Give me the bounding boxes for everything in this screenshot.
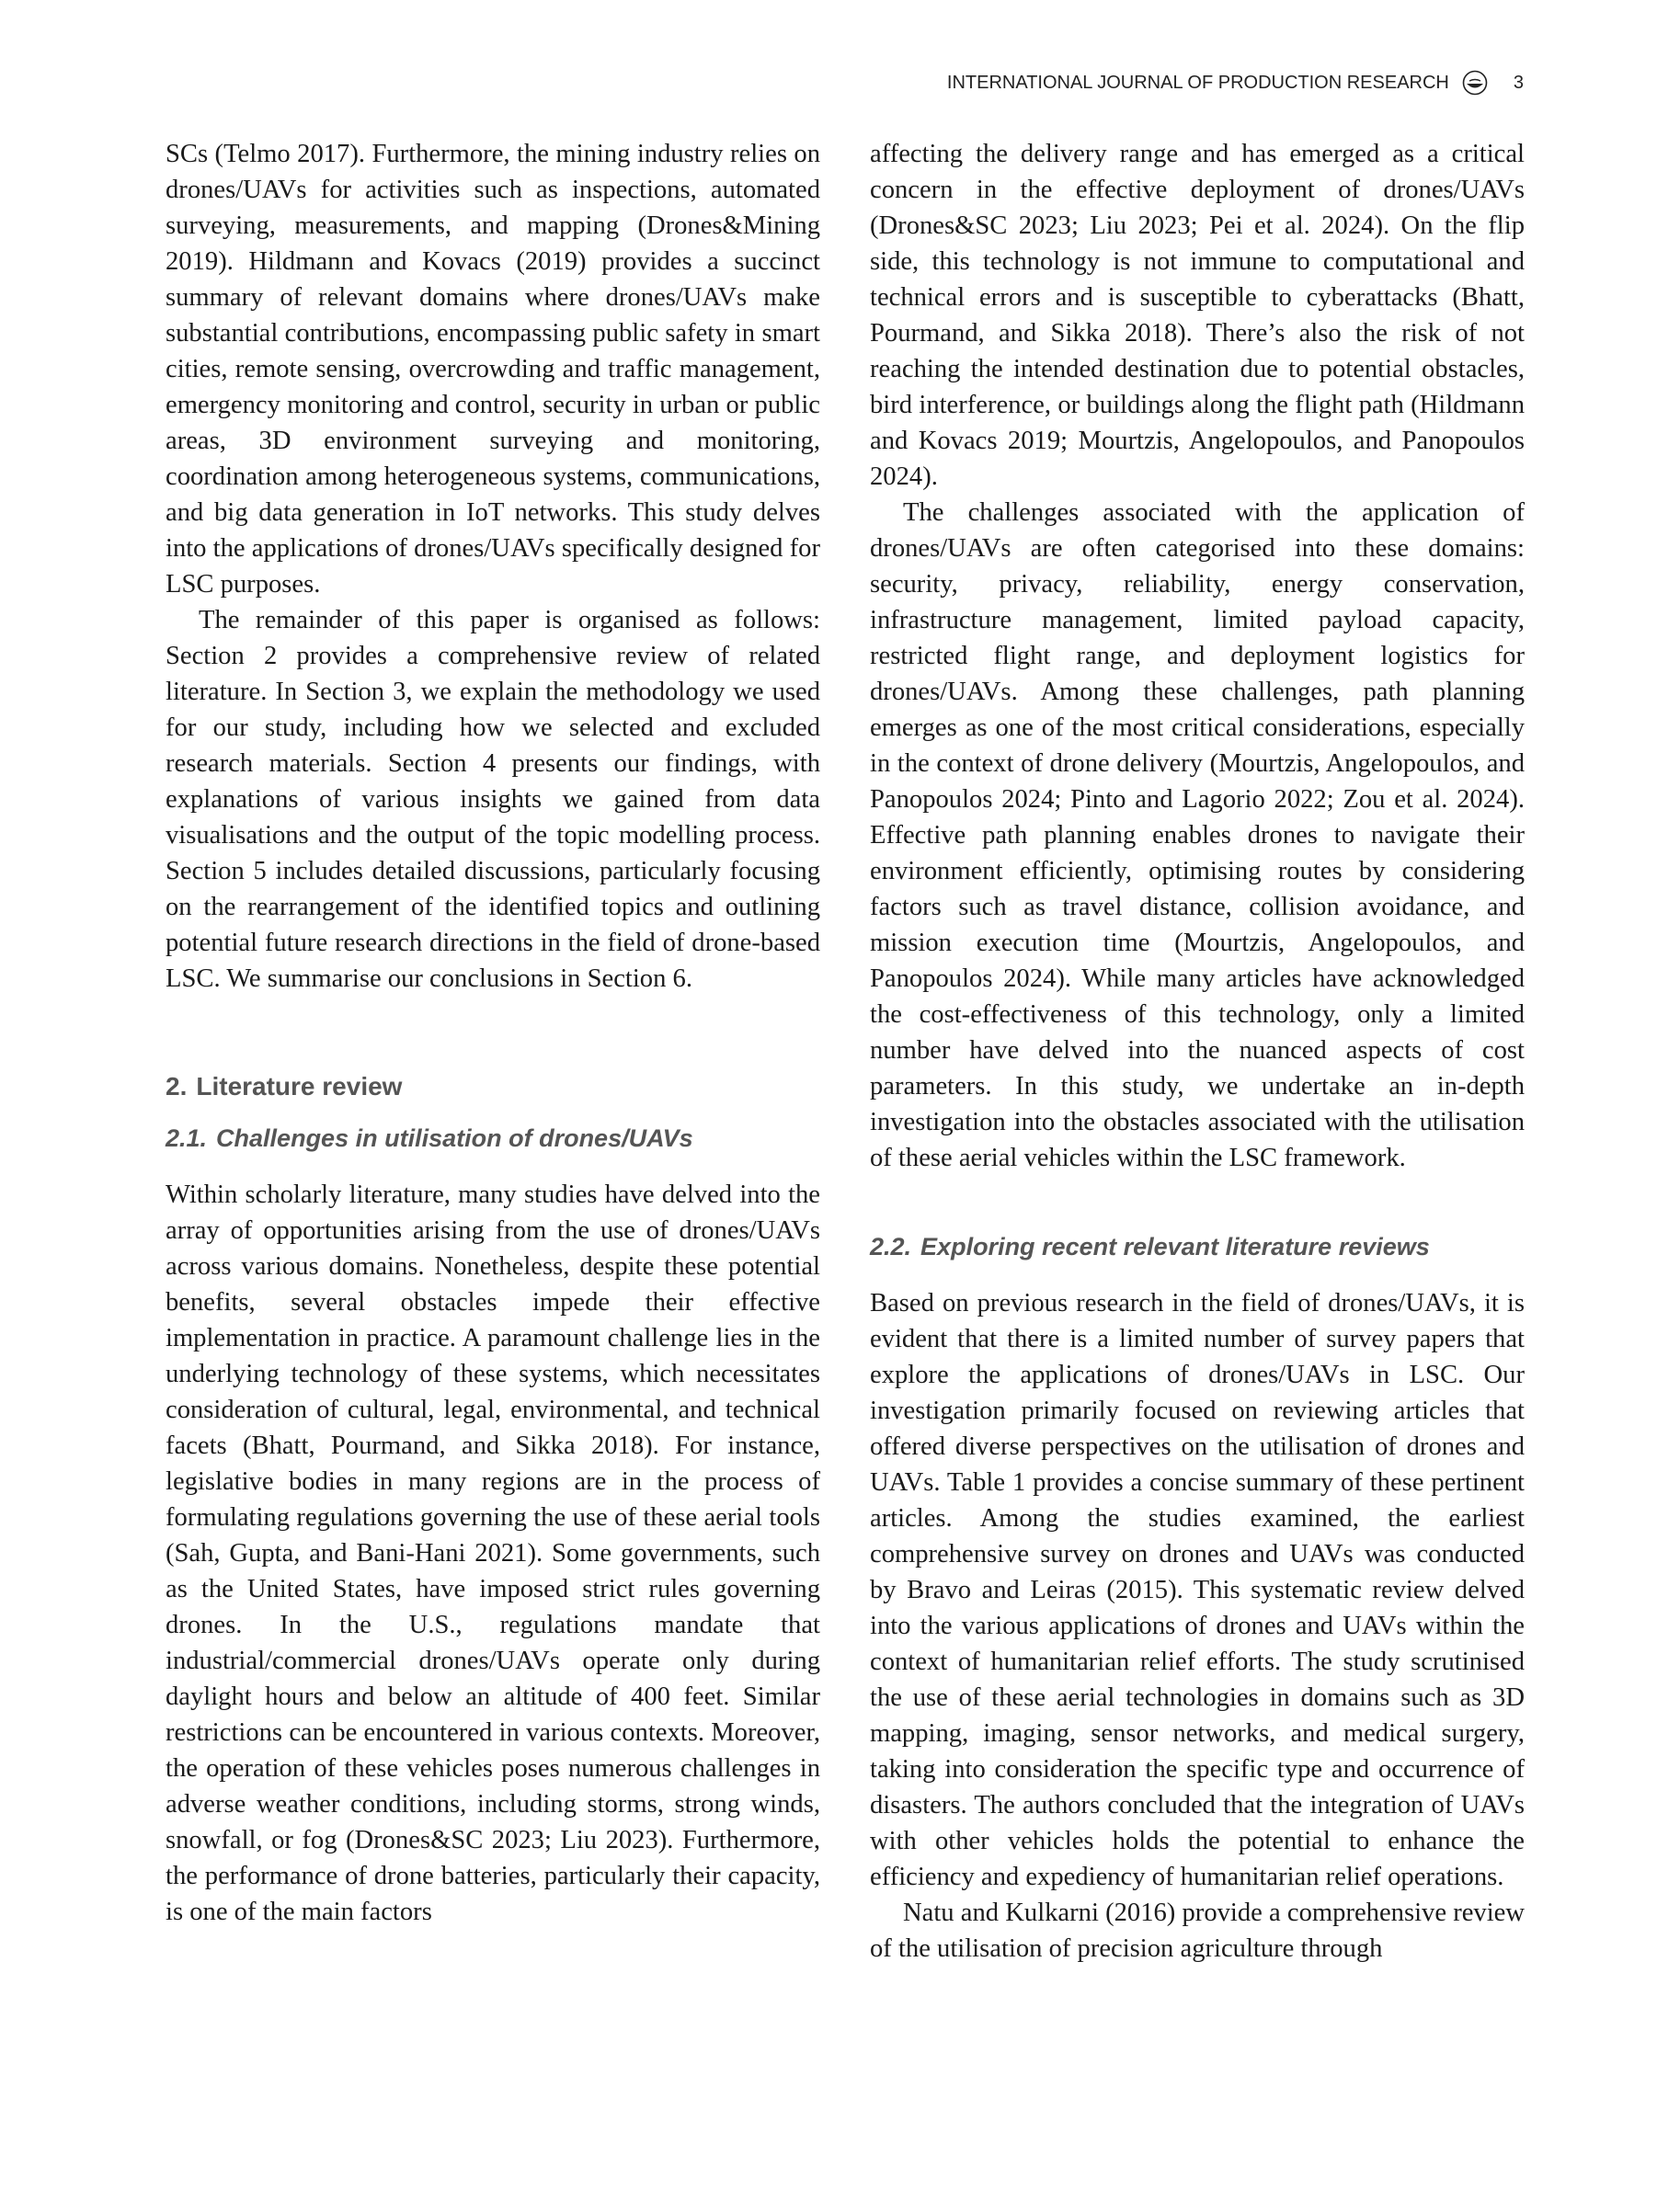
running-header bbox=[947, 70, 1524, 96]
subsection-heading bbox=[166, 1121, 820, 1157]
left-column bbox=[166, 136, 820, 1930]
subsection-number: 2.1. bbox=[166, 1124, 208, 1152]
page-number: 3 bbox=[1513, 72, 1524, 93]
subsection-title: Challenges in utilisation of drones/UAVs bbox=[216, 1124, 693, 1152]
paragraph: The challenges associated with the application of drones/UAVs are often categorised into these domains: security, privacy, reliability, energy conservation, infrastructure management, limited payload capacity, restricted flight range, and deployment logistics for drones/UAVs. Among these challenges, path planning emerges as one of the most critical considerations, especially in the context of drone delivery (Mourtzis, Angelopoulos, and Panopoulos 2024; Pinto and Lagorio 2022; Zou et al. 2024). Effective path planning enables drones to navigate their environment efficiently, optimising routes by considering factors such as travel distance, collision avoidance, and mission execution time (Mourtzis, Angelopoulos, and Panopoulos 2024). While many articles have acknowledged the cost-effectiveness of this technology, only a limited number have delved into the nuanced aspects of cost parameters. In this study, we undertake an in-depth investigation into the obstacles associated with the utilisation of these aerial vehicles within the LSC framework. bbox=[870, 498, 1525, 1172]
section-title: Literature review bbox=[196, 1072, 403, 1101]
journal-title: INTERNATIONAL JOURNAL OF PRODUCTION RESEARCH bbox=[946, 72, 1449, 93]
subsection-heading bbox=[870, 1229, 1525, 1265]
right-column bbox=[870, 136, 1525, 1967]
paragraph: Natu and Kulkarni (2016) provide a comprehensive review of the utilisation of precision agriculture through bbox=[870, 1899, 1525, 1963]
subsection-title: Exploring recent relevant literature reviews bbox=[920, 1233, 1430, 1260]
subsection-number: 2.2. bbox=[870, 1233, 912, 1260]
paragraph: SCs (Telmo 2017). Furthermore, the mining industry relies on drones/UAVs for activities such as inspections, automated surveying, measurements, and mapping (Drones&Mining 2019). Hildmann and Kovacs (2019) provides a succinct summary of relevant domains where drones/UAVs make substantial contributions, encompassing public safety in smart cities, remote sensing, overcrowding and traffic management, emergency monitoring and control, security in urban or public areas, 3D environment surveying and monitoring, coordination among heterogeneous systems, communications, and big data generation in IoT networks. This study delves into the applications of drones/UAVs specifically designed for LSC purposes. bbox=[166, 140, 820, 599]
paragraph: affecting the delivery range and has emerged as a critical concern in the effective deployment of drones/UAVs (Drones&SC 2023; Liu 2023; Pei et al. 2024). On the flip side, this technology is not immune to computational and technical errors and is susceptible to cyberattacks (Bhatt, Pourmand, and Sikka 2018). There’s also the risk of not reaching the intended destination due to potential obstacles, bird interference, or buildings along the flight path (Hildmann and Kovacs 2019; Mourtzis, Angelopoulos, and Panopoulos 2024). bbox=[870, 140, 1525, 491]
section-heading bbox=[166, 1068, 820, 1104]
paragraph: The remainder of this paper is organised as follows: Section 2 provides a comprehensive review of related literature. In Section 3, we explain the methodology we used for our study, including how we selected and excluded research materials. Section 4 presents our findings, with explanations of various insights we gained from data visualisations and the output of the topic modelling process. Section 5 includes detailed discussions, particularly focusing on the rearrangement of the identified topics and outlining potential future research directions in the field of drone-based LSC. We summarise our conclusions in Section 6. bbox=[166, 606, 820, 993]
section-number: 2. bbox=[166, 1072, 188, 1101]
journal-logo-icon bbox=[1462, 70, 1488, 96]
paragraph: Based on previous research in the field of drones/UAVs, it is evident that there is a limited number of survey papers that explore the applications of drones/UAVs in LSC. Our investigation primarily focused on reviewing articles that offered diverse perspectives on the utilisation of drones and UAVs. Table 1 provides a concise summary of these pertinent articles. Among the studies examined, the earliest comprehensive survey on drones and UAVs was conducted by Bravo and Leiras (2015). This systematic review delved into the various applications of drones and UAVs within the context of humanitarian relief efforts. The study scrutinised the use of these aerial technologies in domains such as 3D mapping, imaging, sensor networks, and medical surgery, taking into consideration the specific type and occurrence of disasters. The authors concluded that the integration of UAVs with other vehicles holds the potential to enhance the efficiency and expediency of humanitarian relief operations. bbox=[870, 1289, 1525, 1891]
paragraph: Within scholarly literature, many studies have delved into the array of opportunities arising from the use of drones/UAVs across various domains. Nonetheless, despite these potential benefits, several obstacles impede their effective implementation in practice. A paramount challenge lies in the underlying technology of these systems, which necessitates consideration of cultural, legal, environmental, and technical facets (Bhatt, Pourmand, and Sikka 2018). For instance, legislative bodies in many regions are in the process of formulating regulations governing the use of these aerial tools (Sah, Gupta, and Bani-Hani 2021). Some governments, such as the United States, have imposed strict rules governing drones. In the U.S., regulations mandate that industrial/commercial drones/UAVs operate only during daylight hours and below an altitude of 400 feet. Similar restrictions can be encountered in various contexts. Moreover, the operation of these vehicles poses numerous challenges in adverse weather conditions, including storms, strong winds, snowfall, or fog (Drones&SC 2023; Liu 2023). Furthermore, the performance of drone batteries, particularly their capacity, is one of the main factors bbox=[166, 1181, 820, 1926]
